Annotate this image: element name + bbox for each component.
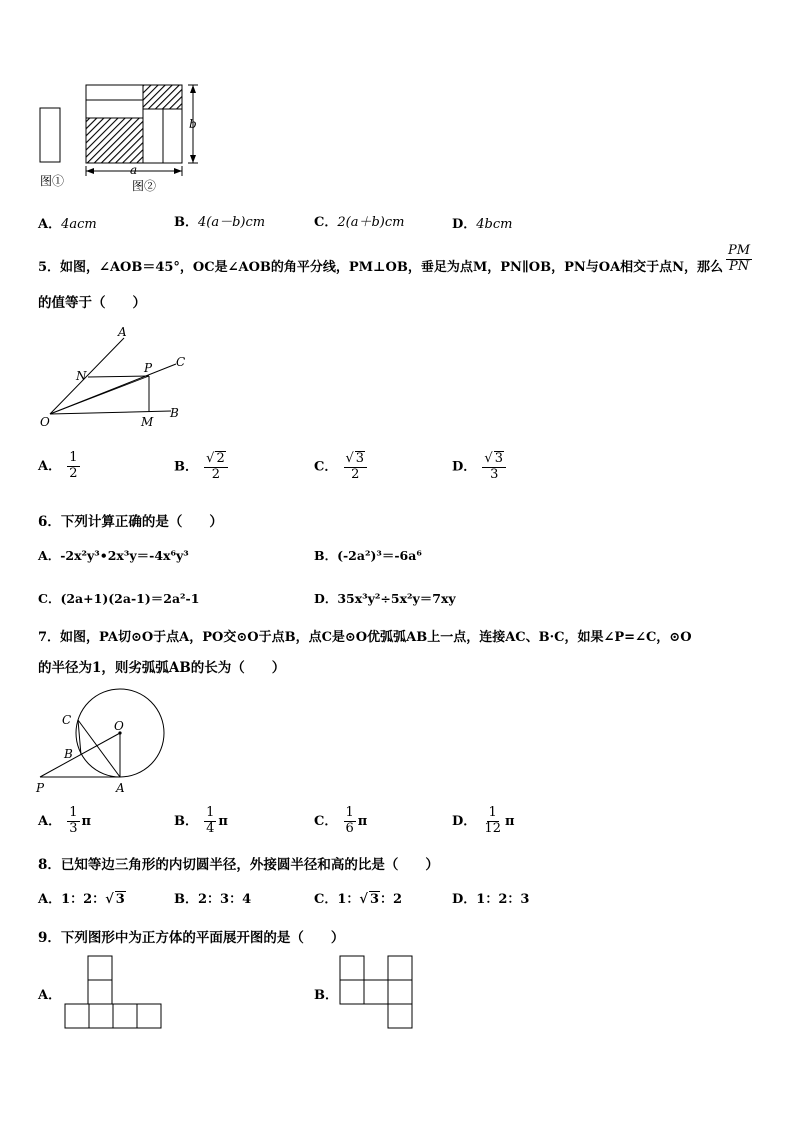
label-O: O (114, 719, 124, 733)
q5-option-a[interactable]: A． $\frac{1}{2}$ (38, 450, 78, 481)
q7-option-c[interactable]: C． $\frac{1}{6}$ π (314, 805, 368, 836)
q7-option-d[interactable]: D． $\frac{1}{12}$ π (452, 805, 515, 836)
label-C: C (176, 355, 186, 369)
label-C: C (62, 713, 72, 727)
q6-option-b[interactable]: B．(-2a²)³＝-6a⁶ (314, 548, 422, 563)
dim-b-label: b (189, 117, 197, 131)
label-O: O (40, 415, 50, 429)
q4-option-d[interactable]: D．4bcm (452, 217, 513, 232)
q5-stem-line1: 5．如图，∠AOB＝45°，OC是∠AOB的角平分线，PM⊥OB，垂足为点M，PN∥OB，PN与OA相交于点N，那么 (38, 260, 724, 275)
label-A: A (118, 325, 127, 339)
q7-option-b[interactable]: B． $\frac{1}{4}$ π (174, 805, 228, 836)
fig2-caption: 图② (132, 179, 157, 193)
q9-option-b[interactable]: B． (314, 988, 338, 1003)
fig1-rect (40, 108, 60, 162)
q8-option-a[interactable]: A．1：2：√ 3 (38, 892, 125, 907)
q7-figure (34, 688, 174, 798)
q6-stem: 6．下列计算正确的是（ ） (38, 514, 223, 530)
q5-figure (36, 324, 196, 432)
shaded-top-right (143, 85, 182, 109)
q6-option-a[interactable]: A．-2x²y³•2x³y＝-4x⁶y³ (38, 548, 189, 563)
q4-option-a[interactable]: A．4acm (38, 217, 97, 232)
label-P: P (36, 781, 45, 795)
q5-option-c[interactable]: C． $\frac{√ 3}{2}$ (314, 451, 369, 483)
label-N: N (76, 369, 87, 383)
q8-option-b[interactable]: B．2：3：4 (174, 892, 252, 907)
fig1-caption: 图① (40, 174, 65, 188)
label-M: M (141, 415, 154, 429)
label-A: A (116, 781, 125, 795)
q9-option-a[interactable]: A． (38, 988, 62, 1003)
q5-option-b[interactable]: B． $\frac{√ 2}{2}$ (174, 451, 230, 483)
q9-stem: 9．下列图形中为正方体的平面展开图的是（ ） (38, 930, 345, 946)
q5-fraction: $\frac{PM}{PN}$ (728, 243, 751, 274)
label-P: P (144, 361, 153, 375)
dim-a-label: a (130, 163, 138, 177)
shaded-bottom-left (86, 118, 143, 163)
q9-net-a (64, 955, 164, 1029)
q4-option-c[interactable]: C．2(a＋b)cm (314, 215, 405, 230)
label-B: B (170, 406, 179, 420)
q5-option-d[interactable]: D． $\frac{√ 3}{3}$ (452, 451, 508, 483)
q7-option-a[interactable]: A． $\frac{1}{3}$ π (38, 805, 92, 836)
q8-stem: 8．已知等边三角形的内切圆半径，外接圆半径和高的比是（ ） (38, 857, 439, 873)
q6-option-c[interactable]: C．(2a+1)(2a-1)＝2a²-1 (38, 591, 200, 606)
q9-net-b (339, 955, 417, 1029)
q4-option-b[interactable]: B．4(a－b)cm (174, 215, 266, 230)
label-B: B (64, 747, 73, 761)
q6-option-d[interactable]: D．35x³y²÷5x²y＝7xy (314, 591, 456, 606)
q8-option-d[interactable]: D．1：2：3 (452, 892, 530, 907)
q7-stem-line2: 的半径为1，则劣弧弧AB的长为（ ） (38, 660, 286, 676)
q8-option-c[interactable]: C．1：√ 3：2 (314, 892, 403, 907)
q7-stem-line1: 7．如图，PA切⊙O于点A，PO交⊙O于点B，点C是⊙O优弧弧AB上一点，连接AC、B·C，如果∠P=∠C，⊙O (38, 630, 692, 645)
q5-stem-line2: 的值等于（ ） (38, 295, 146, 311)
